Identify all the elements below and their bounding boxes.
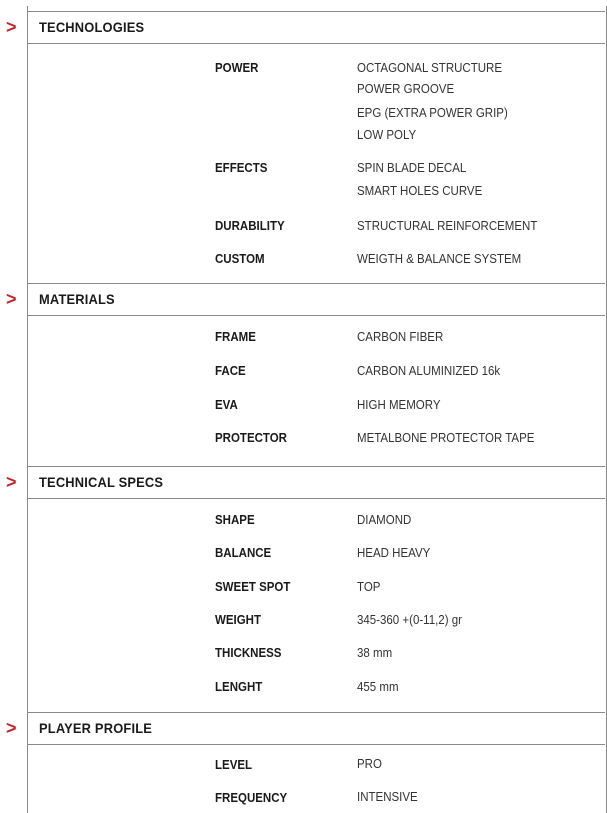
spec-value: LOW POLY	[357, 128, 417, 142]
spec-value: OCTAGONAL STRUCTURE	[357, 61, 503, 75]
spec-value: SPIN BLADE DECAL	[357, 161, 467, 175]
spec-label: THICKNESS	[215, 646, 282, 660]
section-header-technical-specs[interactable]	[27, 466, 605, 499]
spec-value: TOP	[357, 580, 381, 594]
spec-value: 38 mm	[357, 646, 393, 660]
spec-label: LENGHT	[215, 680, 263, 694]
spec-value: CARBON FIBER	[357, 330, 444, 344]
spec-table-frame	[27, 6, 607, 813]
spec-label: LEVEL	[215, 758, 253, 772]
spec-label: EVA	[215, 398, 238, 412]
spec-label: WEIGHT	[215, 613, 261, 627]
chevron-icon[interactable]: >	[6, 718, 17, 738]
spec-value: SMART HOLES CURVE	[357, 184, 483, 198]
spec-label: FREQUENCY	[215, 791, 288, 805]
spec-value: WEIGTH & BALANCE SYSTEM	[357, 252, 522, 266]
chevron-icon[interactable]: >	[6, 289, 17, 309]
section-title: PLAYER PROFILE	[39, 720, 153, 736]
spec-label: BALANCE	[215, 546, 272, 560]
spec-label: DURABILITY	[215, 219, 285, 233]
spec-label: EFFECTS	[215, 161, 268, 175]
spec-value: DIAMOND	[357, 513, 412, 527]
spec-label: SHAPE	[215, 513, 255, 527]
chevron-icon[interactable]: >	[6, 472, 17, 492]
spec-label: POWER	[215, 61, 259, 75]
spec-label: SWEET SPOT	[215, 580, 291, 594]
spec-label: FACE	[215, 364, 246, 378]
spec-value: METALBONE PROTECTOR TAPE	[357, 431, 535, 445]
section-header-materials[interactable]	[27, 283, 605, 316]
spec-value: STRUCTURAL REINFORCEMENT	[357, 219, 538, 233]
chevron-icon[interactable]: >	[6, 17, 17, 37]
spec-value: CARBON ALUMINIZED 16k	[357, 364, 501, 378]
section-header-technologies[interactable]	[27, 11, 605, 44]
section-title: MATERIALS	[39, 291, 115, 307]
section-header-player-profile[interactable]	[27, 712, 605, 745]
spec-label: FRAME	[215, 330, 256, 344]
spec-value: 345-360 +(0-11,2) gr	[357, 613, 462, 627]
spec-value: INTENSIVE	[357, 790, 418, 804]
spec-value: 455 mm	[357, 680, 399, 694]
spec-value: EPG (EXTRA POWER GRIP)	[357, 106, 508, 120]
section-title: TECHNICAL SPECS	[39, 474, 164, 490]
spec-label: CUSTOM	[215, 252, 265, 266]
spec-label: PROTECTOR	[215, 431, 287, 445]
spec-value: HIGH MEMORY	[357, 398, 441, 412]
spec-value: POWER GROOVE	[357, 82, 455, 96]
spec-value: PRO	[357, 757, 382, 771]
section-title: TECHNOLOGIES	[39, 19, 145, 35]
spec-value: HEAD HEAVY	[357, 546, 431, 560]
